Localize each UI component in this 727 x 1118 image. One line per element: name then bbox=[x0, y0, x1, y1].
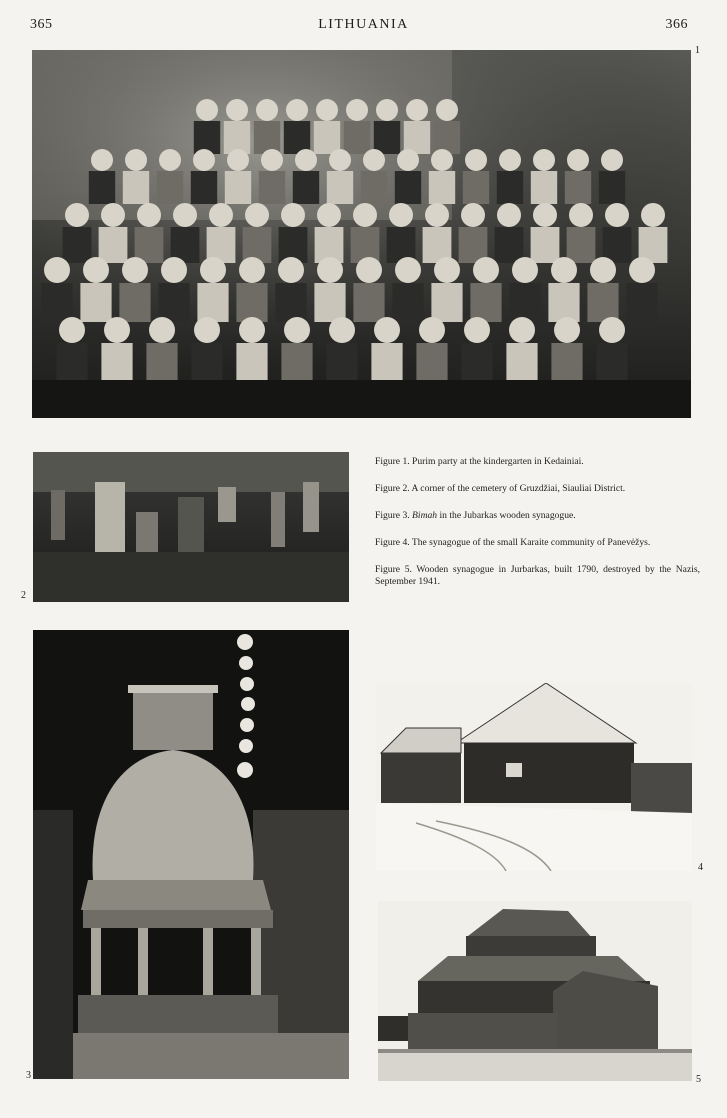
child-figure-body bbox=[463, 171, 489, 204]
child-figure-body bbox=[259, 171, 285, 204]
child-figure-body bbox=[281, 343, 312, 382]
child-figure-body bbox=[135, 227, 164, 263]
child-figure-body bbox=[531, 171, 557, 204]
child-figure-body bbox=[191, 171, 217, 204]
child-figure-body bbox=[56, 343, 87, 382]
caption-figure-3-prefix: Figure 3. bbox=[375, 510, 413, 521]
child-figure bbox=[256, 99, 278, 121]
child-figure-body bbox=[80, 283, 111, 322]
page-number-right: 366 bbox=[665, 17, 688, 32]
child-figure-body bbox=[197, 283, 228, 322]
child-figure-body bbox=[326, 343, 357, 382]
child-figure bbox=[161, 257, 187, 283]
figure-5-photo bbox=[378, 901, 692, 1081]
child-figure-body bbox=[41, 283, 72, 322]
child-figure-body bbox=[497, 171, 523, 204]
child-figure bbox=[104, 317, 130, 343]
child-figure-body bbox=[434, 121, 460, 154]
caption-figure-1: Figure 1. Purim party at the kindergarten in Kedainiai. bbox=[375, 456, 584, 467]
child-figure-body bbox=[509, 283, 540, 322]
child-figure-body bbox=[470, 283, 501, 322]
child-figure bbox=[509, 317, 535, 343]
child-figure bbox=[83, 257, 109, 283]
child-figure bbox=[245, 203, 269, 227]
child-figure bbox=[316, 99, 338, 121]
child-figure-body bbox=[548, 283, 579, 322]
child-figure bbox=[295, 149, 317, 171]
child-figure-body bbox=[146, 343, 177, 382]
child-figure bbox=[465, 149, 487, 171]
child-figure bbox=[389, 203, 413, 227]
child-figure bbox=[286, 99, 308, 121]
child-figure bbox=[200, 257, 226, 283]
child-figure bbox=[551, 257, 577, 283]
child-figure-body bbox=[567, 227, 596, 263]
child-figure bbox=[512, 257, 538, 283]
child-figure bbox=[59, 317, 85, 343]
child-figure bbox=[317, 257, 343, 283]
figure-4-number: 4 bbox=[698, 862, 703, 873]
child-figure-body bbox=[243, 227, 272, 263]
child-figure bbox=[473, 257, 499, 283]
child-figure bbox=[278, 257, 304, 283]
child-figure bbox=[317, 203, 341, 227]
child-figure-body bbox=[119, 283, 150, 322]
child-figure-body bbox=[431, 283, 462, 322]
child-figure bbox=[193, 149, 215, 171]
child-figure bbox=[44, 257, 70, 283]
child-figure-body bbox=[374, 121, 400, 154]
figure-4-photo bbox=[376, 683, 692, 871]
child-figure-body bbox=[587, 283, 618, 322]
child-figure bbox=[554, 317, 580, 343]
child-figure bbox=[641, 203, 665, 227]
figure-1-number: 1 bbox=[695, 45, 700, 56]
child-figure-body bbox=[236, 343, 267, 382]
child-figure-body bbox=[99, 227, 128, 263]
page-number-left: 365 bbox=[30, 17, 53, 32]
caption-figure-5: Figure 5. Wooden synagogue in Jurbarkas, built 1790, destroyed by the Nazis, September 1941. bbox=[375, 564, 700, 587]
child-figure bbox=[605, 203, 629, 227]
child-figure-body bbox=[63, 227, 92, 263]
captions-block bbox=[375, 456, 700, 603]
child-figure bbox=[65, 203, 89, 227]
child-figure-body bbox=[327, 171, 353, 204]
child-figure-body bbox=[275, 283, 306, 322]
figure-3-number: 3 bbox=[26, 1070, 31, 1081]
child-figure bbox=[395, 257, 421, 283]
child-figure bbox=[159, 149, 181, 171]
child-figure bbox=[194, 317, 220, 343]
child-figure bbox=[569, 203, 593, 227]
child-figure bbox=[329, 317, 355, 343]
child-figure bbox=[533, 203, 557, 227]
child-figure-body bbox=[371, 343, 402, 382]
child-figure bbox=[346, 99, 368, 121]
child-figure-body bbox=[191, 343, 222, 382]
child-figure bbox=[137, 203, 161, 227]
child-figure bbox=[173, 203, 197, 227]
child-figure bbox=[374, 317, 400, 343]
figure-1-photo bbox=[32, 50, 691, 418]
child-figure bbox=[122, 257, 148, 283]
child-figure-body bbox=[254, 121, 280, 154]
child-figure bbox=[376, 99, 398, 121]
child-figure-body bbox=[395, 171, 421, 204]
child-figure bbox=[196, 99, 218, 121]
child-figure-body bbox=[225, 171, 251, 204]
child-figure bbox=[599, 317, 625, 343]
child-figure-body bbox=[551, 343, 582, 382]
child-figure bbox=[499, 149, 521, 171]
child-figure-body bbox=[392, 283, 423, 322]
child-figure-body bbox=[506, 343, 537, 382]
child-figure bbox=[497, 203, 521, 227]
child-figure bbox=[363, 149, 385, 171]
figure-3-photo bbox=[33, 630, 349, 1079]
child-figure bbox=[356, 257, 382, 283]
child-figure bbox=[149, 317, 175, 343]
caption-figure-3-suffix: in the Jubarkas wooden synagogue. bbox=[437, 510, 576, 521]
child-figure bbox=[91, 149, 113, 171]
child-figure-body bbox=[361, 171, 387, 204]
child-figure-body bbox=[293, 171, 319, 204]
caption-figure-3-term: Bimah bbox=[412, 510, 438, 521]
figure-2-photo bbox=[33, 452, 349, 602]
child-figure-body bbox=[461, 343, 492, 382]
caption-figure-2: Figure 2. A corner of the cemetery of Gruzdžiai, Siauliai District. bbox=[375, 483, 626, 494]
child-figure-body bbox=[314, 283, 345, 322]
child-figure-body bbox=[603, 227, 632, 263]
child-figure bbox=[533, 149, 555, 171]
child-figure-body bbox=[344, 121, 370, 154]
child-figure-body bbox=[351, 227, 380, 263]
child-figure bbox=[329, 149, 351, 171]
child-figure-body bbox=[101, 343, 132, 382]
figure-2-number: 2 bbox=[21, 590, 26, 601]
child-figure-body bbox=[416, 343, 447, 382]
child-figure bbox=[461, 203, 485, 227]
child-figure-body bbox=[157, 171, 183, 204]
child-figure-body bbox=[599, 171, 625, 204]
child-figure-body bbox=[565, 171, 591, 204]
running-title: LITHUANIA bbox=[318, 17, 409, 32]
child-figure bbox=[226, 99, 248, 121]
child-figure bbox=[284, 317, 310, 343]
child-figure-body bbox=[123, 171, 149, 204]
child-figure bbox=[397, 149, 419, 171]
child-figure bbox=[436, 99, 458, 121]
child-figure-body bbox=[531, 227, 560, 263]
child-figure bbox=[209, 203, 233, 227]
child-figure bbox=[629, 257, 655, 283]
child-figure-body bbox=[314, 121, 340, 154]
child-figure bbox=[125, 149, 147, 171]
child-figure bbox=[419, 317, 445, 343]
child-figure-body bbox=[626, 283, 657, 322]
child-figure bbox=[239, 317, 265, 343]
child-figure-body bbox=[158, 283, 189, 322]
child-figure bbox=[227, 149, 249, 171]
child-figure bbox=[261, 149, 283, 171]
child-figure-body bbox=[495, 227, 524, 263]
child-figure bbox=[239, 257, 265, 283]
child-figure bbox=[406, 99, 428, 121]
child-figure-body bbox=[429, 171, 455, 204]
caption-figure-4: Figure 4. The synagogue of the small Karaite community of Panevėžys. bbox=[375, 537, 651, 548]
child-figure bbox=[425, 203, 449, 227]
child-figure bbox=[101, 203, 125, 227]
child-figure bbox=[434, 257, 460, 283]
child-figure bbox=[353, 203, 377, 227]
child-figure bbox=[281, 203, 305, 227]
child-figure bbox=[590, 257, 616, 283]
child-figure-body bbox=[236, 283, 267, 322]
child-figure bbox=[601, 149, 623, 171]
figure-5-number: 5 bbox=[696, 1074, 701, 1085]
caption-figure-3 bbox=[375, 510, 700, 522]
child-figure-body bbox=[89, 171, 115, 204]
child-figure-body bbox=[194, 121, 220, 154]
child-figure bbox=[431, 149, 453, 171]
child-figure-body bbox=[596, 343, 627, 382]
child-figure bbox=[464, 317, 490, 343]
child-figure-body bbox=[353, 283, 384, 322]
child-figure bbox=[567, 149, 589, 171]
